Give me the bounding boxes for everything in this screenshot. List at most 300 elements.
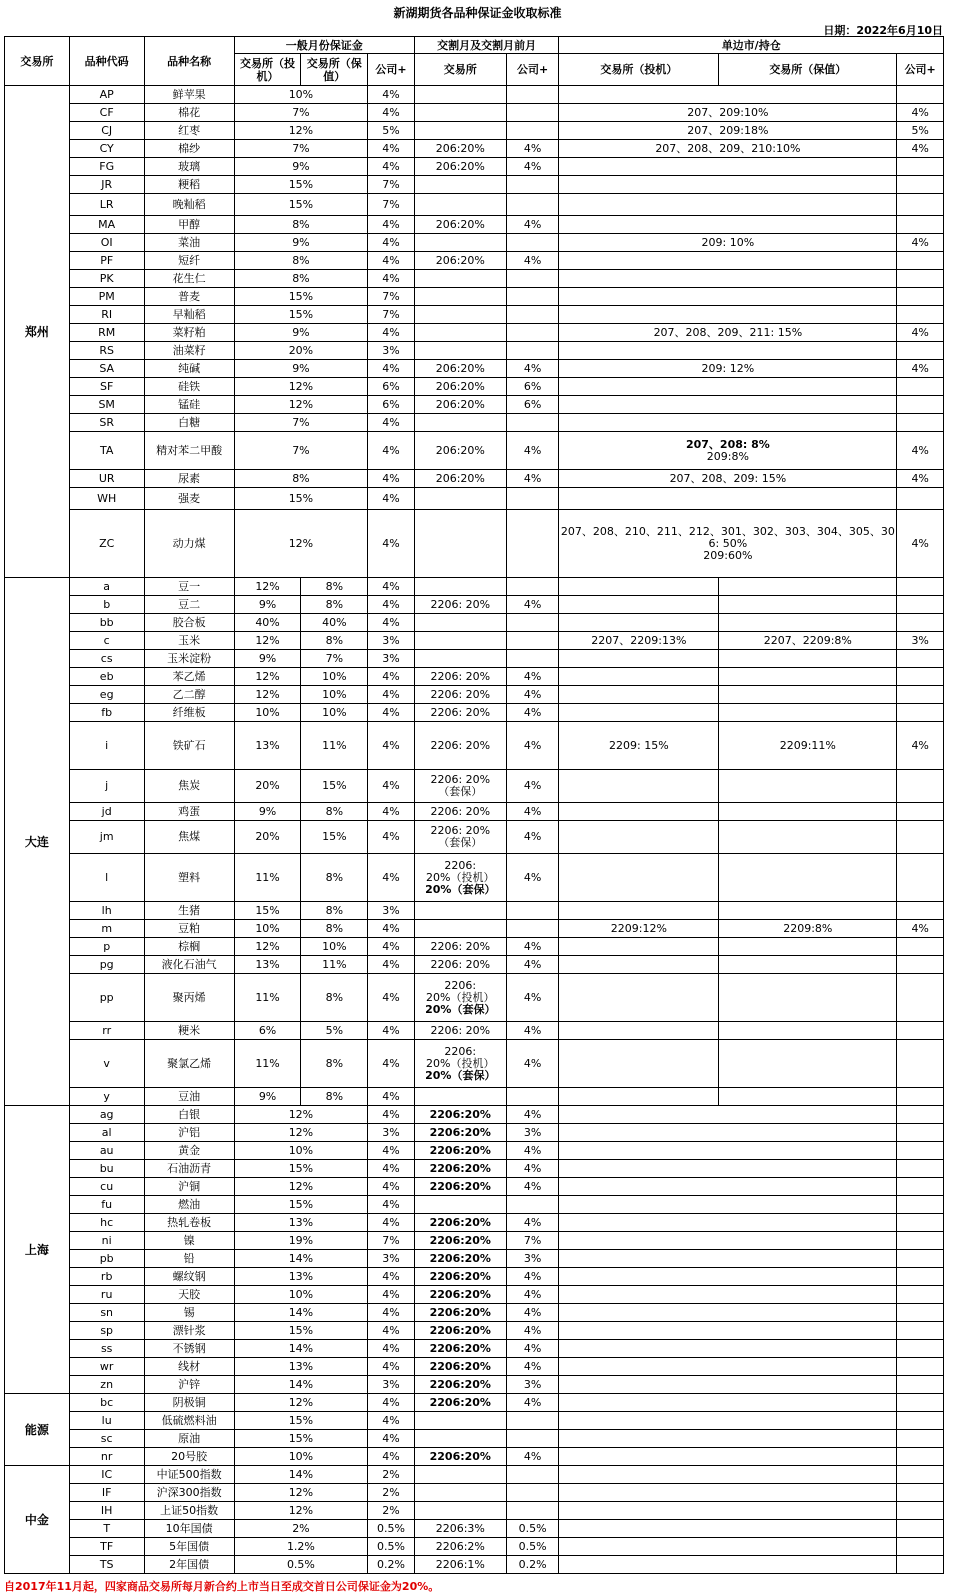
code-cell: T <box>69 1520 144 1538</box>
code-cell: a <box>69 578 144 596</box>
unilateral-spec-cell <box>559 1040 719 1088</box>
table-row <box>5 614 944 632</box>
code-cell: UR <box>69 470 144 488</box>
margin-cell: 9% <box>234 234 368 252</box>
delivery-company-cell: 3% <box>506 1124 559 1142</box>
delivery-line: 2206:20% <box>429 1341 491 1355</box>
code-cell: eg <box>69 686 144 704</box>
code-cell: jd <box>69 803 144 821</box>
delivery-line: 20%（投机） <box>426 990 495 1004</box>
code-cell: AP <box>69 86 144 104</box>
page-title: 新湖期货各品种保证金收取标准 <box>393 6 562 20</box>
delivery-cell <box>414 396 506 414</box>
company-plus-cell: 4% <box>368 854 415 902</box>
table-row <box>5 1142 944 1160</box>
unilateral-cell <box>559 306 897 324</box>
table-row <box>5 1376 944 1394</box>
unilateral-cell <box>559 1322 897 1340</box>
name-cell: 苯乙烯 <box>144 668 234 686</box>
margin-cell: 12% <box>234 1502 368 1520</box>
delivery-company-cell: 7% <box>506 1232 559 1250</box>
name-cell: 豆二 <box>144 596 234 614</box>
delivery-company-cell: 4% <box>506 596 559 614</box>
margin-spec-cell: 12% <box>234 578 301 596</box>
unilateral-company-cell <box>897 650 944 668</box>
delivery-cell <box>414 342 506 360</box>
unilateral-spec-cell <box>559 596 719 614</box>
delivery-cell <box>414 414 506 432</box>
name-cell: 热轧卷板 <box>144 1214 234 1232</box>
margin-cell: 12% <box>234 1124 368 1142</box>
table-header <box>5 37 944 86</box>
company-plus-cell: 4% <box>368 1088 415 1106</box>
name-cell: 玻璃 <box>144 158 234 176</box>
name-cell: 沪铝 <box>144 1124 234 1142</box>
delivery-company-cell <box>506 324 559 342</box>
table-row <box>5 1322 944 1340</box>
margin-hedge-cell: 8% <box>301 596 368 614</box>
margin-cell: 8% <box>234 270 368 288</box>
unilateral-company-cell <box>897 86 944 104</box>
delivery-line: 2206: 20% <box>430 824 491 837</box>
table-row <box>5 122 944 140</box>
delivery-line: 2206:20% <box>429 1161 491 1175</box>
table-row <box>5 360 944 378</box>
code-cell: v <box>69 1040 144 1088</box>
delivery-company-cell: 4% <box>506 854 559 902</box>
code-cell: CJ <box>69 122 144 140</box>
unilateral-cell <box>559 1466 897 1484</box>
delivery-company-cell: 0.5% <box>506 1520 559 1538</box>
margin-hedge-cell: 10% <box>301 938 368 956</box>
name-cell: 阴极铜 <box>144 1394 234 1412</box>
unilateral-hedge-cell <box>719 1022 897 1040</box>
margin-hedge-cell: 8% <box>301 578 368 596</box>
table-row <box>5 1484 944 1502</box>
header-delivery-company-plus: 公司+ <box>506 54 559 86</box>
unilateral-hedge-cell <box>719 668 897 686</box>
table-row <box>5 854 944 902</box>
delivery-cell <box>414 902 506 920</box>
exchange-cell: 上海 <box>5 1106 70 1394</box>
unilateral-company-cell <box>897 938 944 956</box>
code-cell: b <box>69 596 144 614</box>
table-row <box>5 288 944 306</box>
margin-cell: 10% <box>234 86 368 104</box>
name-cell: 中证500指数 <box>144 1466 234 1484</box>
table-row <box>5 194 944 216</box>
unilateral-cell <box>559 234 897 252</box>
table-row <box>5 432 944 470</box>
unilateral-company-cell: 4% <box>897 510 944 578</box>
code-cell: bb <box>69 614 144 632</box>
unilateral-spec-cell <box>559 578 719 596</box>
unilateral-company-cell <box>897 1304 944 1322</box>
table-row <box>5 803 944 821</box>
table-row <box>5 668 944 686</box>
unilateral-company-cell <box>897 1232 944 1250</box>
delivery-cell <box>414 1214 506 1232</box>
unilateral-hedge-cell: 2209:8% <box>719 920 897 938</box>
unilateral-company-cell <box>897 1430 944 1448</box>
delivery-company-cell: 0.2% <box>506 1556 559 1574</box>
margin-cell: 2% <box>234 1520 368 1538</box>
code-cell: IF <box>69 1484 144 1502</box>
delivery-company-cell <box>506 1502 559 1520</box>
company-plus-cell: 0.5% <box>368 1538 415 1556</box>
margin-hedge-cell: 8% <box>301 632 368 650</box>
code-cell: JR <box>69 176 144 194</box>
margin-spec-cell: 13% <box>234 722 301 770</box>
company-plus-cell: 4% <box>368 216 415 234</box>
code-cell: ZC <box>69 510 144 578</box>
unilateral-cell <box>559 194 897 216</box>
company-plus-cell: 7% <box>368 194 415 216</box>
unilateral-company-cell <box>897 770 944 803</box>
table-row <box>5 770 944 803</box>
margin-spec-cell: 9% <box>234 650 301 668</box>
delivery-line: 2206: 20% <box>430 804 491 818</box>
unilateral-company-cell <box>897 1556 944 1574</box>
unilateral-hedge-cell <box>719 650 897 668</box>
margin-spec-cell: 11% <box>234 974 301 1022</box>
unilateral-spec-cell <box>559 956 719 974</box>
unilateral-line: 207、208: 8% <box>685 437 770 451</box>
unilateral-company-cell <box>897 216 944 234</box>
table-row <box>5 1214 944 1232</box>
table-row <box>5 510 944 578</box>
name-cell: 短纤 <box>144 252 234 270</box>
delivery-cell <box>414 704 506 722</box>
unilateral-company-cell: 4% <box>897 432 944 470</box>
delivery-company-cell: 4% <box>506 803 559 821</box>
margin-cell: 12% <box>234 396 368 414</box>
code-cell: cs <box>69 650 144 668</box>
table-row <box>5 216 944 234</box>
unilateral-company-cell <box>897 1106 944 1124</box>
unilateral-spec-cell: 2209: 15% <box>559 722 719 770</box>
unilateral-company-cell <box>897 596 944 614</box>
unilateral-company-cell <box>897 158 944 176</box>
name-cell: 沪深300指数 <box>144 1484 234 1502</box>
unilateral-line: 209: 12% <box>701 361 755 375</box>
delivery-line: 2206: <box>444 978 477 992</box>
name-cell: 上证50指数 <box>144 1502 234 1520</box>
unilateral-hedge-cell <box>719 821 897 854</box>
table-row <box>5 342 944 360</box>
delivery-cell <box>414 1124 506 1142</box>
delivery-company-cell: 4% <box>506 1286 559 1304</box>
company-plus-cell: 4% <box>368 956 415 974</box>
company-plus-cell: 7% <box>368 306 415 324</box>
delivery-line: 2206: 20% <box>430 773 491 786</box>
table-row <box>5 1430 944 1448</box>
company-plus-cell: 4% <box>368 158 415 176</box>
table-row <box>5 1394 944 1412</box>
delivery-cell <box>414 1502 506 1520</box>
company-plus-cell: 7% <box>368 288 415 306</box>
code-cell: RS <box>69 342 144 360</box>
unilateral-company-cell <box>897 1022 944 1040</box>
unilateral-cell <box>559 1178 897 1196</box>
unilateral-cell <box>559 1250 897 1268</box>
company-plus-cell: 4% <box>368 470 415 488</box>
name-cell: 纤维板 <box>144 704 234 722</box>
company-plus-cell: 4% <box>368 1106 415 1124</box>
table-row <box>5 686 944 704</box>
unilateral-company-cell <box>897 414 944 432</box>
delivery-company-cell: 4% <box>506 668 559 686</box>
unilateral-spec-cell <box>559 614 719 632</box>
table-row <box>5 1304 944 1322</box>
code-cell: rr <box>69 1022 144 1040</box>
unilateral-company-cell <box>897 821 944 854</box>
unilateral-spec-cell: 2207、2209:13% <box>559 632 719 650</box>
margin-cell: 9% <box>234 158 368 176</box>
code-cell: TF <box>69 1538 144 1556</box>
delivery-company-cell <box>506 194 559 216</box>
margin-cell: 14% <box>234 1340 368 1358</box>
margin-hedge-cell: 10% <box>301 704 368 722</box>
name-cell: 聚氯乙烯 <box>144 1040 234 1088</box>
margin-spec-cell: 9% <box>234 803 301 821</box>
delivery-line: 206:20% <box>435 471 485 485</box>
delivery-cell <box>414 1538 506 1556</box>
delivery-company-cell: 4% <box>506 1304 559 1322</box>
margin-spec-cell: 12% <box>234 668 301 686</box>
name-cell: 铅 <box>144 1250 234 1268</box>
unilateral-line: 209:60% <box>703 548 753 562</box>
delivery-line: 20%（投机） <box>426 870 495 884</box>
margin-hedge-cell: 8% <box>301 1088 368 1106</box>
name-cell: 锡 <box>144 1304 234 1322</box>
margin-cell: 15% <box>234 1196 368 1214</box>
margin-hedge-cell: 8% <box>301 920 368 938</box>
unilateral-company-cell <box>897 1376 944 1394</box>
header-code: 品种代码 <box>69 37 144 86</box>
name-cell: 棕榈 <box>144 938 234 956</box>
delivery-cell <box>414 158 506 176</box>
table-row <box>5 938 944 956</box>
header-ex-hedge: 交易所（保值） <box>301 54 368 86</box>
unilateral-company-cell <box>897 1142 944 1160</box>
name-cell: 天胶 <box>144 1286 234 1304</box>
unilateral-hedge-cell <box>719 974 897 1022</box>
code-cell: TS <box>69 1556 144 1574</box>
delivery-line: 2206:20% <box>429 1251 491 1265</box>
code-cell: al <box>69 1124 144 1142</box>
delivery-cell <box>414 510 506 578</box>
name-cell: 鸡蛋 <box>144 803 234 821</box>
unilateral-company-cell <box>897 1322 944 1340</box>
unilateral-company-cell <box>897 1268 944 1286</box>
unilateral-company-cell <box>897 342 944 360</box>
company-plus-cell: 6% <box>368 396 415 414</box>
exchange-cell: 中金 <box>5 1466 70 1574</box>
unilateral-company-cell: 5% <box>897 122 944 140</box>
delivery-company-cell <box>506 632 559 650</box>
company-plus-cell: 4% <box>368 360 415 378</box>
delivery-company-cell: 6% <box>506 396 559 414</box>
company-plus-cell: 4% <box>368 1412 415 1430</box>
margin-cell: 15% <box>234 1412 368 1430</box>
name-cell: 精对苯二甲酸 <box>144 432 234 470</box>
delivery-line: 2206:20% <box>429 1125 491 1139</box>
delivery-cell <box>414 432 506 470</box>
name-cell: 10年国债 <box>144 1520 234 1538</box>
delivery-cell <box>414 1430 506 1448</box>
unilateral-company-cell <box>897 396 944 414</box>
company-plus-cell: 4% <box>368 974 415 1022</box>
delivery-company-cell: 0.5% <box>506 1538 559 1556</box>
delivery-cell <box>414 140 506 158</box>
name-cell: 甲醇 <box>144 216 234 234</box>
code-cell: zn <box>69 1376 144 1394</box>
delivery-cell <box>414 488 506 510</box>
margin-cell: 14% <box>234 1250 368 1268</box>
code-cell: cu <box>69 1178 144 1196</box>
code-cell: jm <box>69 821 144 854</box>
unilateral-company-cell <box>897 1358 944 1376</box>
table-row <box>5 1196 944 1214</box>
name-cell: 晚籼稻 <box>144 194 234 216</box>
delivery-company-cell: 3% <box>506 1376 559 1394</box>
unilateral-line: 207、208、209、210:10% <box>655 141 801 155</box>
company-plus-cell: 4% <box>368 1286 415 1304</box>
table-row <box>5 956 944 974</box>
company-plus-cell: 4% <box>368 1214 415 1232</box>
margin-hedge-cell: 11% <box>301 956 368 974</box>
table-row <box>5 1178 944 1196</box>
delivery-company-cell <box>506 414 559 432</box>
delivery-company-cell: 6% <box>506 378 559 396</box>
name-cell: 油菜籽 <box>144 342 234 360</box>
code-cell: eb <box>69 668 144 686</box>
name-cell: 焦煤 <box>144 821 234 854</box>
company-plus-cell: 4% <box>368 1022 415 1040</box>
unilateral-cell <box>559 414 897 432</box>
code-cell: WH <box>69 488 144 510</box>
unilateral-cell <box>559 1232 897 1250</box>
unilateral-cell <box>559 1124 897 1142</box>
company-plus-cell: 4% <box>368 686 415 704</box>
company-plus-cell: 2% <box>368 1502 415 1520</box>
name-cell: 燃油 <box>144 1196 234 1214</box>
code-cell: nr <box>69 1448 144 1466</box>
delivery-cell <box>414 1304 506 1322</box>
delivery-company-cell <box>506 614 559 632</box>
name-cell: 镍 <box>144 1232 234 1250</box>
margin-cell: 0.5% <box>234 1556 368 1574</box>
delivery-cell <box>414 596 506 614</box>
delivery-line: 2206:20% <box>429 1305 491 1319</box>
delivery-line: 2206: 20% <box>430 1023 491 1037</box>
margin-hedge-cell: 7% <box>301 650 368 668</box>
delivery-line: 2206: 20% <box>430 738 491 752</box>
table-row <box>5 974 944 1022</box>
delivery-company-cell <box>506 104 559 122</box>
code-cell: sc <box>69 1430 144 1448</box>
delivery-line: 206:20% <box>435 253 485 267</box>
table-row <box>5 324 944 342</box>
margin-spec-cell: 40% <box>234 614 301 632</box>
company-plus-cell: 0.2% <box>368 1556 415 1574</box>
name-cell: 沪铜 <box>144 1178 234 1196</box>
delivery-company-cell: 4% <box>506 158 559 176</box>
unilateral-company-cell <box>897 1538 944 1556</box>
unilateral-cell <box>559 1538 897 1556</box>
unilateral-spec-cell <box>559 938 719 956</box>
name-cell: 红枣 <box>144 122 234 140</box>
delivery-line: 2206:20% <box>429 1323 491 1337</box>
name-cell: 豆一 <box>144 578 234 596</box>
delivery-cell <box>414 1340 506 1358</box>
code-cell: pg <box>69 956 144 974</box>
delivery-cell <box>414 1040 506 1088</box>
delivery-company-cell: 4% <box>506 1160 559 1178</box>
delivery-cell <box>414 1556 506 1574</box>
name-cell: 玉米淀粉 <box>144 650 234 668</box>
header-ex-spec: 交易所（投机） <box>234 54 301 86</box>
name-cell: 5年国债 <box>144 1538 234 1556</box>
header-general-month: 一般月份保证金 <box>234 37 414 54</box>
company-plus-cell: 4% <box>368 1448 415 1466</box>
unilateral-company-cell <box>897 902 944 920</box>
unilateral-company-cell <box>897 1088 944 1106</box>
margin-hedge-cell: 8% <box>301 974 368 1022</box>
table-row <box>5 1448 944 1466</box>
company-plus-cell: 5% <box>368 122 415 140</box>
name-cell: 鲜苹果 <box>144 86 234 104</box>
unilateral-line: 209:8% <box>706 449 749 463</box>
unilateral-line: 207、208、209: 15% <box>669 471 787 485</box>
company-plus-cell: 4% <box>368 578 415 596</box>
name-cell: 塑料 <box>144 854 234 902</box>
delivery-cell <box>414 1412 506 1430</box>
unilateral-company-cell <box>897 686 944 704</box>
code-cell: rb <box>69 1268 144 1286</box>
table-row <box>5 1268 944 1286</box>
name-cell: 玉米 <box>144 632 234 650</box>
margin-cell: 1.2% <box>234 1538 368 1556</box>
company-plus-cell: 4% <box>368 704 415 722</box>
delivery-cell <box>414 770 506 803</box>
table-row <box>5 578 944 596</box>
delivery-line: 2206:20% <box>429 1287 491 1301</box>
unilateral-hedge-cell <box>719 770 897 803</box>
table-row <box>5 378 944 396</box>
name-cell: 焦炭 <box>144 770 234 803</box>
delivery-company-cell: 4% <box>506 140 559 158</box>
unilateral-company-cell: 3% <box>897 632 944 650</box>
margin-cell: 12% <box>234 1106 368 1124</box>
delivery-cell <box>414 378 506 396</box>
delivery-company-cell: 4% <box>506 1040 559 1088</box>
name-cell: 石油沥青 <box>144 1160 234 1178</box>
unilateral-hedge-cell <box>719 902 897 920</box>
delivery-company-cell <box>506 488 559 510</box>
table-row <box>5 1160 944 1178</box>
delivery-company-cell: 4% <box>506 1142 559 1160</box>
delivery-company-cell: 4% <box>506 470 559 488</box>
unilateral-hedge-cell <box>719 1088 897 1106</box>
exchange-cell: 能源 <box>5 1394 70 1466</box>
unilateral-company-cell <box>897 1448 944 1466</box>
unilateral-cell <box>559 1556 897 1574</box>
table-row <box>5 650 944 668</box>
code-cell: sp <box>69 1322 144 1340</box>
delivery-company-cell: 4% <box>506 722 559 770</box>
